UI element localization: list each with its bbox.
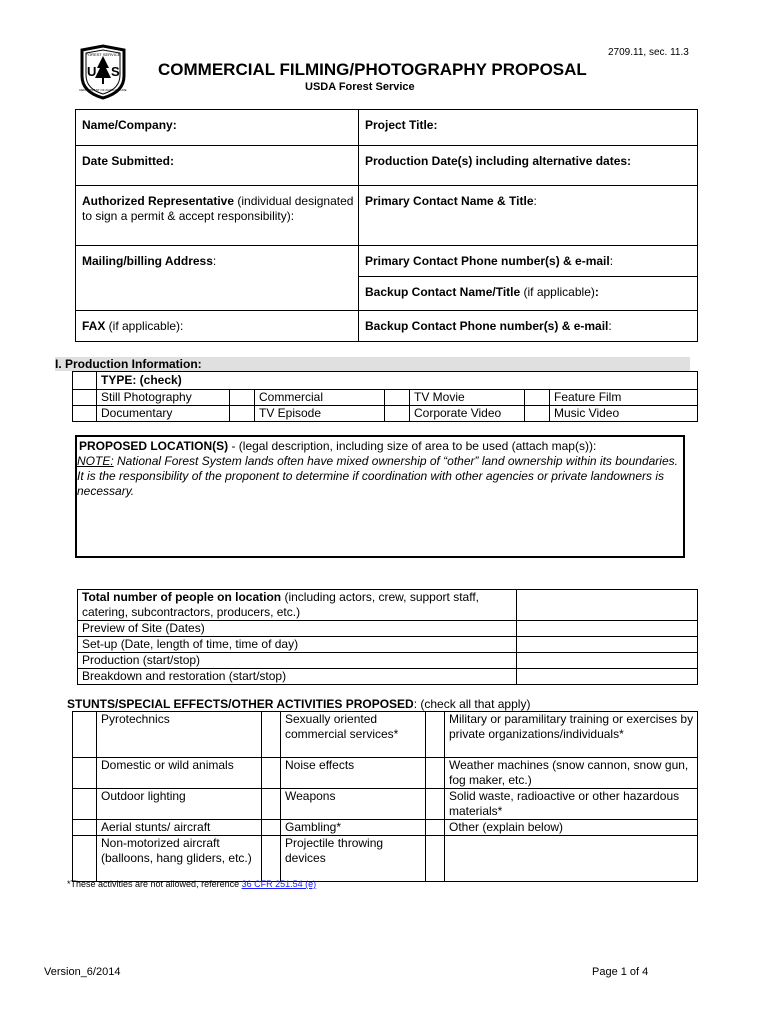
svg-text:S: S	[111, 64, 120, 79]
people-row-label: Set-up (Date, length of time, time of day)	[78, 637, 517, 653]
checkbox-other[interactable]	[426, 820, 445, 836]
project-title-cell[interactable]: Project Title:	[359, 110, 698, 146]
people-row-value[interactable]	[517, 621, 698, 637]
checkbox-music-video[interactable]	[525, 406, 550, 422]
type-option: Corporate Video	[410, 406, 525, 422]
proposed-location-box[interactable]	[75, 435, 685, 558]
people-row-value[interactable]	[517, 653, 698, 669]
footnote: *These activities are not allowed, reference 36 CFR 251.54 (e)	[67, 879, 317, 889]
checkbox-still-photography[interactable]	[73, 390, 97, 406]
agency-name: USDA Forest Service	[305, 81, 415, 93]
activity-option: Domestic or wild animals	[97, 758, 262, 789]
svg-text:DEPARTMENT OF AGRICULTURE: DEPARTMENT OF AGRICULTURE	[79, 88, 127, 92]
stunts-table	[72, 711, 698, 882]
usfs-shield-logo	[78, 44, 128, 100]
activity-option: Outdoor lighting	[97, 789, 262, 820]
checkbox-corporate-video[interactable]	[385, 406, 410, 422]
checkbox-weapons[interactable]	[262, 789, 281, 820]
type-header-spacer	[73, 372, 97, 390]
people-table	[77, 589, 698, 685]
production-info-heading: I. Production Information:	[55, 357, 690, 371]
activity-option: Aerial stunts/ aircraft	[97, 820, 262, 836]
type-option: Music Video	[550, 406, 698, 422]
total-people-value[interactable]	[517, 590, 698, 621]
primary-contact-name-cell[interactable]: Primary Contact Name & Title:	[359, 186, 698, 246]
activity-option: Military or paramilitary training or exercises by private organizations/individuals*	[445, 712, 698, 758]
other-explain-field[interactable]	[445, 836, 698, 882]
activity-option: Pyrotechnics	[97, 712, 262, 758]
activity-option: Weapons	[281, 789, 426, 820]
svg-text:U: U	[87, 64, 97, 79]
checkbox-hazardous-materials[interactable]	[426, 789, 445, 820]
document-title: COMMERCIAL FILMING/PHOTOGRAPHY PROPOSAL	[158, 60, 587, 79]
total-people-label: Total number of people on location (including actors, crew, support staff, catering, subcontractors, producers, etc.)	[78, 590, 517, 621]
checkbox-animals[interactable]	[73, 758, 97, 789]
type-option: Still Photography	[97, 390, 230, 406]
type-option: Documentary	[97, 406, 230, 422]
checkbox-projectile-devices[interactable]	[262, 836, 281, 882]
checkbox-documentary[interactable]	[73, 406, 97, 422]
other-explain-spacer	[426, 836, 445, 882]
activity-option: Gambling*	[281, 820, 426, 836]
people-row-value[interactable]	[517, 669, 698, 685]
checkbox-feature-film[interactable]	[525, 390, 550, 406]
type-option: Feature Film	[550, 390, 698, 406]
checkbox-outdoor-lighting[interactable]	[73, 789, 97, 820]
people-row-value[interactable]	[517, 637, 698, 653]
backup-phone-cell[interactable]: Backup Contact Phone number(s) & e-mail:	[359, 311, 698, 342]
cfr-reference-link[interactable]: 36 CFR 251.54 (e)	[241, 879, 317, 889]
activity-option: Solid waste, radioactive or other hazardous materials*	[445, 789, 698, 820]
contact-table	[75, 109, 698, 342]
checkbox-tv-episode[interactable]	[230, 406, 255, 422]
production-dates-cell[interactable]: Production Date(s) including alternative dates:	[359, 146, 698, 186]
activity-option: Sexually oriented commercial services*	[281, 712, 426, 758]
checkbox-pyrotechnics[interactable]	[73, 712, 97, 758]
people-row-label: Breakdown and restoration (start/stop)	[78, 669, 517, 685]
fax-cell[interactable]: FAX (if applicable):	[76, 311, 359, 342]
form-reference: 2709.11, sec. 11.3	[608, 47, 689, 58]
proposed-location-label: PROPOSED LOCATION(S) - (legal description, including size of area to be used (attach map(s)):	[79, 439, 597, 453]
type-table	[72, 371, 698, 422]
type-label: TYPE: (check)	[97, 372, 698, 390]
checkbox-sexually-oriented[interactable]	[262, 712, 281, 758]
type-option: TV Movie	[410, 390, 525, 406]
authorized-rep-cell[interactable]: Authorized Representative (individual designated to sign a permit & accept responsibility):	[76, 186, 359, 246]
checkbox-gambling[interactable]	[262, 820, 281, 836]
date-submitted-cell[interactable]: Date Submitted:	[76, 146, 359, 186]
activity-option: Non-motorized aircraft (balloons, hang gliders, etc.)	[97, 836, 262, 882]
backup-name-cell[interactable]: Backup Contact Name/Title (if applicable):	[359, 277, 698, 311]
activity-option: Noise effects	[281, 758, 426, 789]
activity-option: Weather machines (snow cannon, snow gun, fog maker, etc.)	[445, 758, 698, 789]
checkbox-non-motorized-aircraft[interactable]	[73, 836, 97, 882]
stunts-heading: STUNTS/SPECIAL EFFECTS/OTHER ACTIVITIES PROPOSED: (check all that apply)	[67, 697, 531, 711]
checkbox-aerial-stunts[interactable]	[73, 820, 97, 836]
checkbox-military-training[interactable]	[426, 712, 445, 758]
people-row-label: Preview of Site (Dates)	[78, 621, 517, 637]
mailing-address-cell[interactable]: Mailing/billing Address:	[76, 246, 359, 311]
svg-text:FOREST SERVICE: FOREST SERVICE	[85, 52, 121, 57]
checkbox-weather-machines[interactable]	[426, 758, 445, 789]
checkbox-tv-movie[interactable]	[385, 390, 410, 406]
checkbox-noise-effects[interactable]	[262, 758, 281, 789]
activity-option: Other (explain below)	[445, 820, 698, 836]
name-company-cell[interactable]: Name/Company:	[76, 110, 359, 146]
primary-phone-cell[interactable]: Primary Contact Phone number(s) & e-mail:	[359, 246, 698, 277]
activity-option: Projectile throwing devices	[281, 836, 426, 882]
checkbox-commercial[interactable]	[230, 390, 255, 406]
type-option: Commercial	[255, 390, 385, 406]
version-label: Version_6/2014	[44, 966, 121, 978]
location-note: NOTE: National Forest System lands often have mixed ownership of “other” land ownership within its boundaries. It is the responsibility of the proponent to determine if coordination with other agencies or private landowners is necessary.	[77, 454, 678, 498]
page-number: Page 1 of 4	[592, 966, 649, 978]
people-row-label: Production (start/stop)	[78, 653, 517, 669]
type-option: TV Episode	[255, 406, 385, 422]
